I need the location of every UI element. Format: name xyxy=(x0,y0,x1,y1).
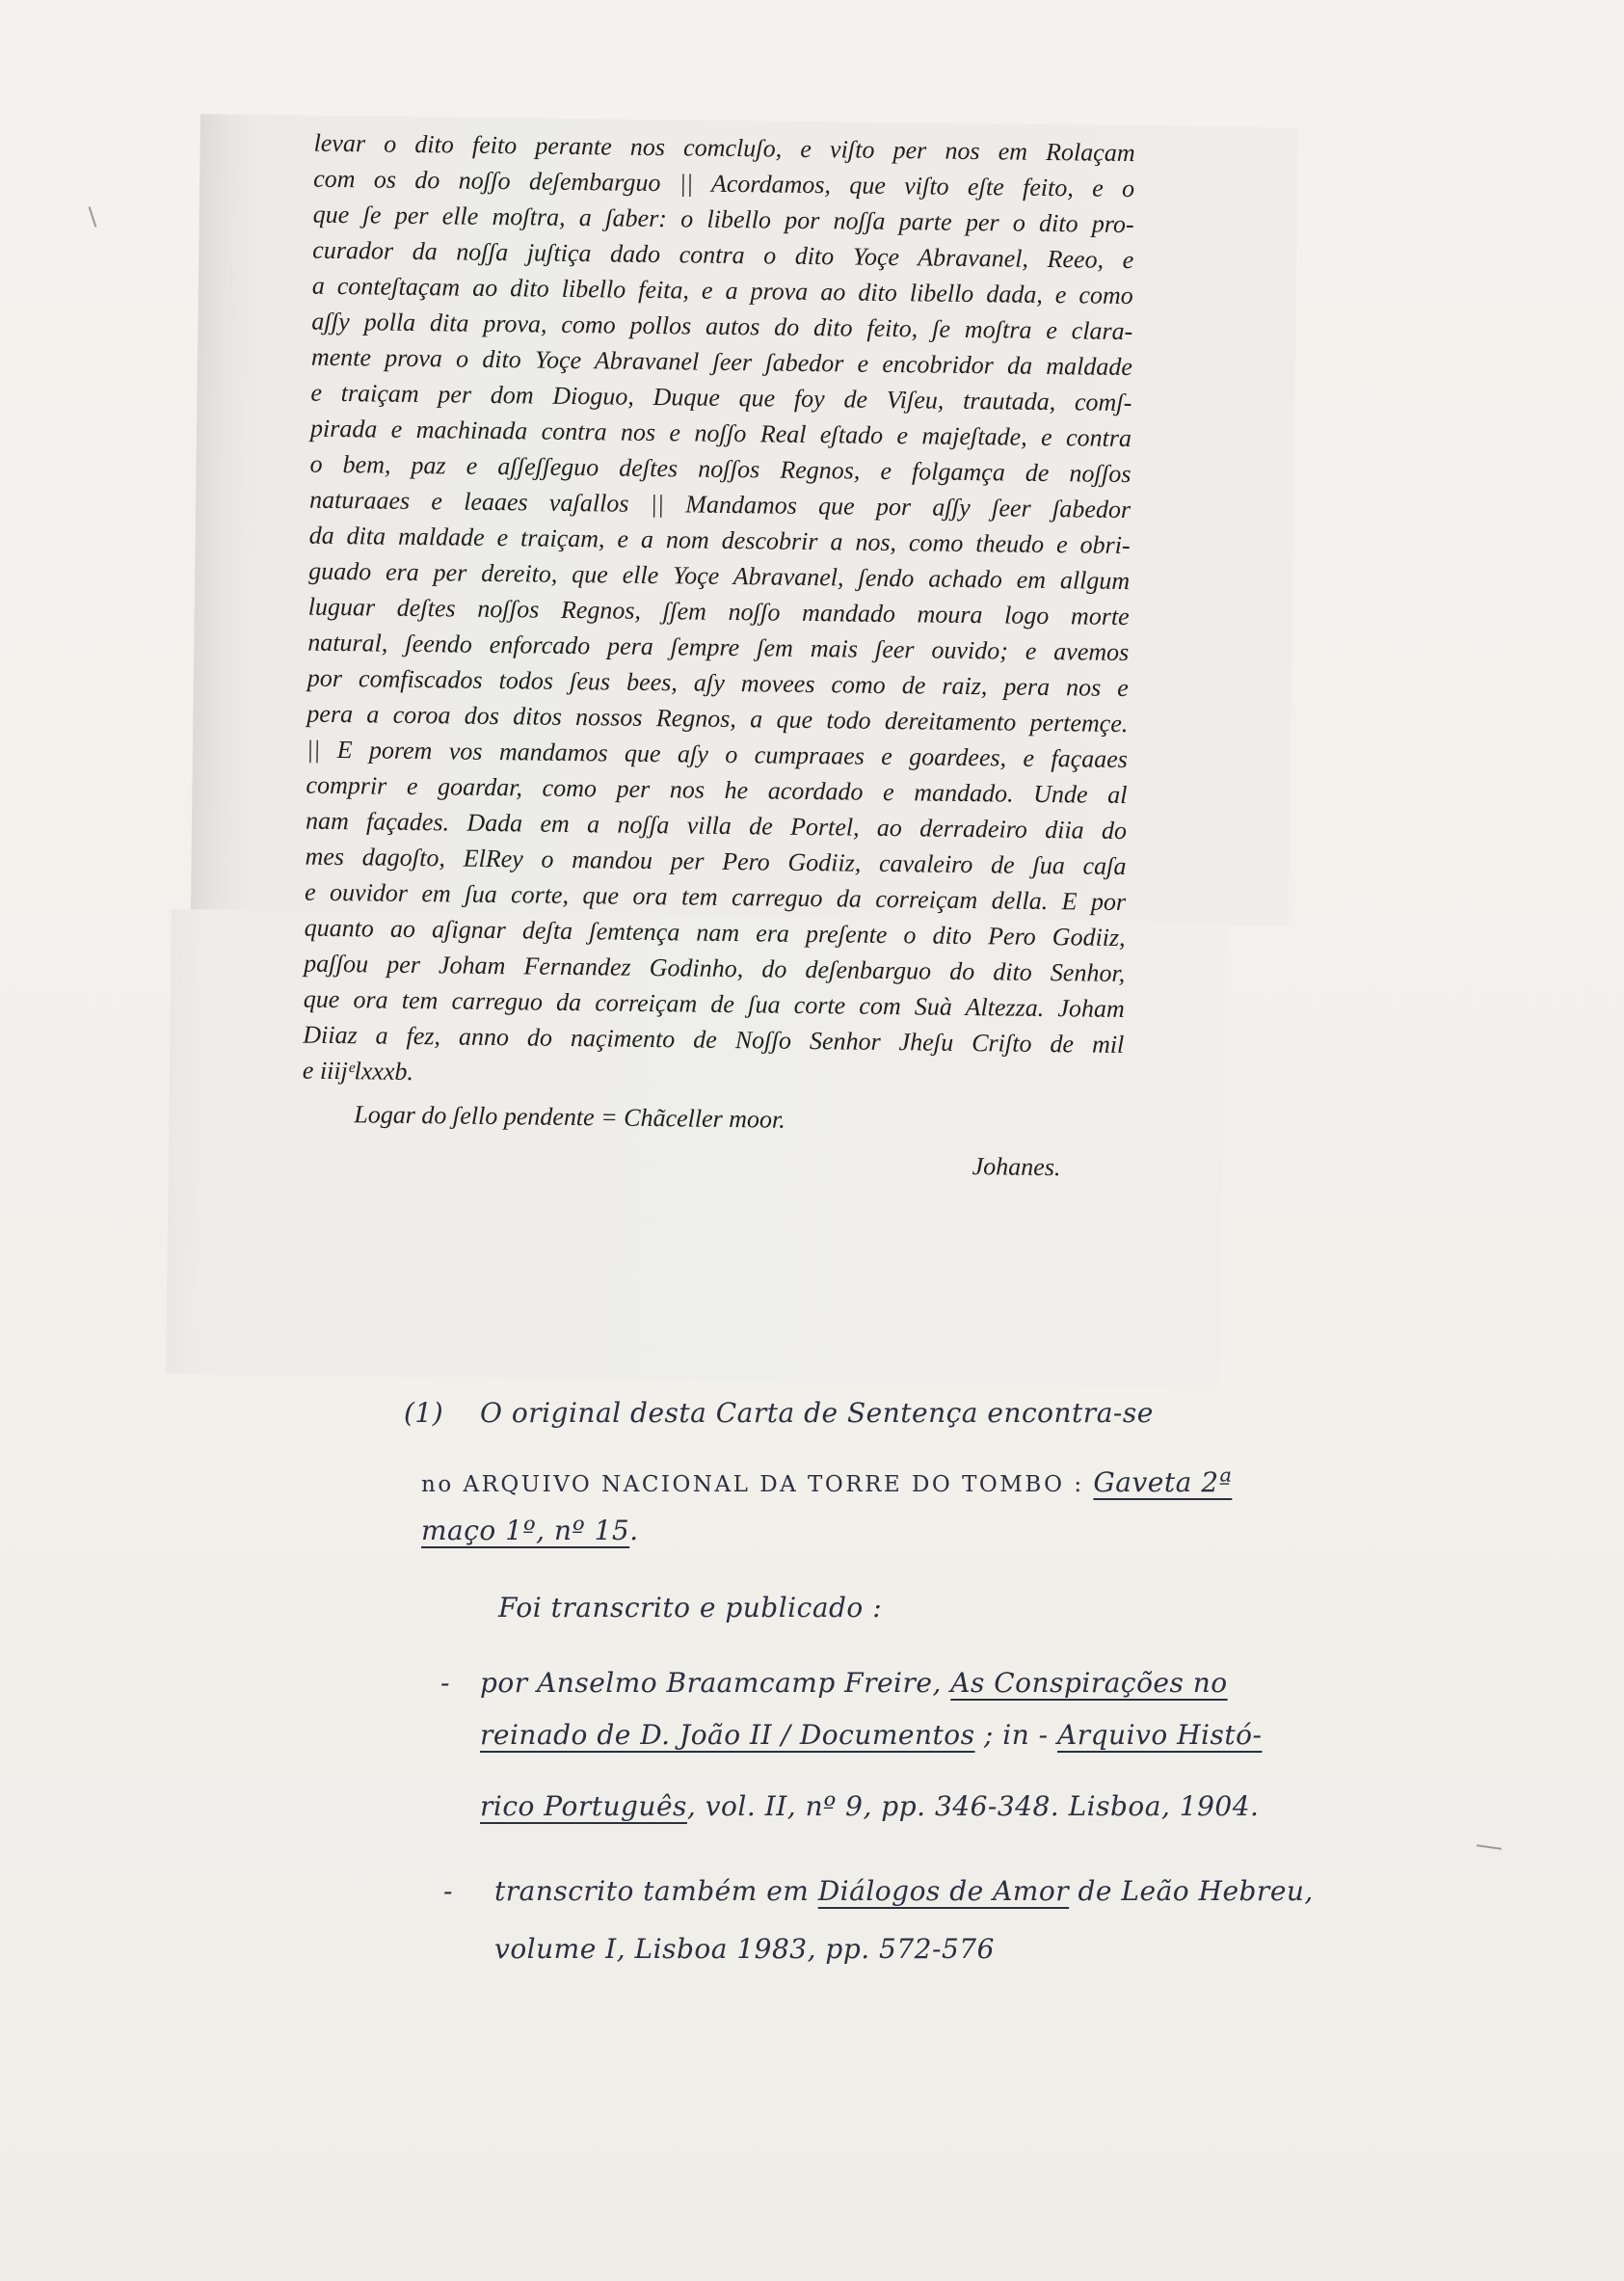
seal-line: Logar do ʃello pendente = Chãceller moor. xyxy=(354,1100,785,1134)
printed-line: levar o dito feito perante nos comcluʃo, e viʃto per nos em Rolaçam xyxy=(313,128,1135,168)
printed-line: nam façades. Dada em a noʃʃa villa de Portel, ao derradeiro diia do xyxy=(305,806,1128,845)
publication-title: Diálogos de Amor xyxy=(817,1875,1070,1907)
source-line: O original desta Carta de Sentença encontra-se xyxy=(480,1397,1154,1429)
printed-line: comprir e goardar, como per nos he acordado e mandado. Unde al xyxy=(306,770,1128,810)
printed-line: a conteʃtaçam ao dito libello feita, e a prova ao dito libello dada, e como xyxy=(311,271,1133,310)
publication-line xyxy=(480,1664,1228,1703)
list-bullet: - xyxy=(440,1667,450,1699)
archive-line xyxy=(421,1463,1232,1504)
publication-intro: transcrito também em xyxy=(494,1875,818,1907)
printed-line: e traiçam per dom Dioguo, Duque que foy de Viʃeu, trautada, comʃ- xyxy=(310,378,1132,417)
publication-title: As Conspirações no xyxy=(950,1667,1228,1699)
journal-title: Arquivo Histó- xyxy=(1057,1719,1263,1751)
printed-line: com os do noʃʃo deʃembarguo || Acordamos, que viʃto eʃte feito, e o xyxy=(313,164,1135,203)
archive-reference-2: maço 1º, nº 15 xyxy=(421,1515,630,1546)
printed-line: o bem, paz e aʃʃeʃʃeguo deʃtes noʃʃos Regnos, e folgamça de noʃʃos xyxy=(309,449,1131,489)
publication-line xyxy=(494,1872,1314,1911)
archive-reference-end: . xyxy=(629,1515,639,1546)
printed-line: por comfiscados todos ʃeus bees, aʃy movees como de raiz, pera nos e xyxy=(306,663,1129,703)
publication-author: de Leão Hebreu, xyxy=(1069,1875,1314,1907)
publication-author: por Anselmo Braamcamp Freire, xyxy=(480,1667,951,1699)
publication-details: volume I, Lisboa 1983, pp. 572-576 xyxy=(494,1933,995,1965)
publication-separator: ; in - xyxy=(974,1719,1057,1751)
printed-line: pera a coroa dos ditos nossos Regnos, a que todo dereitamento pertemçe. xyxy=(306,699,1129,738)
printed-line: que ʃe per elle moʃtra, a ʃaber: o libello por noʃʃa parte per o dito pro- xyxy=(312,200,1134,239)
journal-title: rico Português xyxy=(480,1790,687,1822)
publication-line xyxy=(480,1787,1259,1826)
printed-line: e ouvidor em ʃua corte, que ora tem carreguo da correiçam della. E por xyxy=(304,877,1127,917)
printed-line: Diiaz a fez, anno do naçimento de Noʃʃo Senhor Jheʃu Criʃto de mil xyxy=(303,1020,1125,1060)
margin-mark xyxy=(1477,1844,1502,1850)
archive-reference: Gaveta 2ª xyxy=(1093,1466,1233,1498)
printed-line: quanto ao aʃignar deʃta ʃemtença nam era preʃente o dito Pero Godiiz, xyxy=(304,913,1126,953)
printed-line: mente prova o dito Yoçe Abravanel ʃeer ʃabedor e encobridor da maldade xyxy=(310,342,1133,382)
printed-line: aʃʃy polla dita prova, como pollos autos do dito feito, ʃe moʃtra e clara- xyxy=(311,307,1133,346)
printed-line: pirada e machinada contra nos e noʃʃo Real eʃtado e majeʃtade, e contra xyxy=(309,414,1132,453)
printed-line: da dita maldade e traiçam, e a nom descobrir a nos, como theudo e obri- xyxy=(308,521,1131,560)
printed-line: curador da noʃʃa juʃtiça dado contra o dito Yoçe Abravanel, Reeo, e xyxy=(312,235,1134,275)
publication-line xyxy=(480,1716,1262,1755)
printed-line: natural, ʃeendo enforcado pera ʃempre ʃem mais ʃeer ouvido; e avemos xyxy=(307,628,1130,667)
signature: Johanes. xyxy=(972,1152,1061,1182)
printed-line: || E porem vos mandamos que aʃy o cumpraaes e goardees, e façaaes xyxy=(306,735,1129,774)
printed-text-block xyxy=(302,125,1135,1186)
published-heading: Foi transcrito e publicado : xyxy=(498,1592,883,1624)
pasted-printed-extract xyxy=(166,114,1299,1390)
archive-line-2 xyxy=(421,1512,639,1550)
printed-line: luguar deʃtes noʃʃos Regnos, ʃʃem noʃʃo mandado moura logo morte xyxy=(307,592,1130,631)
footnote-marker: (1) xyxy=(404,1397,444,1429)
list-bullet: - xyxy=(443,1875,453,1907)
printed-line: e iiijᵉlxxxb. xyxy=(302,1056,414,1087)
printed-line: mes dagoʃto, ElRey o mandou per Pero Godiiz, cavaleiro de ʃua caʃa xyxy=(305,842,1127,881)
publication-title: reinado de D. João II / Documentos xyxy=(480,1719,975,1751)
printed-line: naturaaes e leaaes vaʃallos || Mandamos que por aʃʃy ʃeer ʃabedor xyxy=(308,485,1131,524)
printed-line: guado era per dereito, que elle Yoçe Abravanel, ʃendo achado em allgum xyxy=(308,556,1131,596)
archive-name: no ARQUIVO NACIONAL DA TORRE DO TOMBO : xyxy=(421,1472,1094,1497)
printed-line: que ora tem carreguo da correiçam de ʃua corte com Suà Altezza. Joham xyxy=(303,984,1125,1024)
printed-line: paʃʃou per Joham Fernandez Godinho, do deʃenbarguo do dito Senhor, xyxy=(304,949,1126,988)
publication-details: , vol. II, nº 9, pp. 346-348. Lisboa, 1904. xyxy=(686,1790,1260,1822)
margin-mark xyxy=(89,206,97,228)
